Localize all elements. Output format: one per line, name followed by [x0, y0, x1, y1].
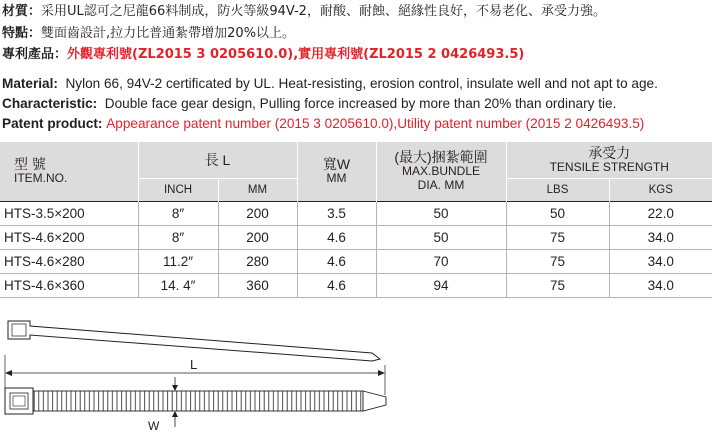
cell-mm: 280 [218, 249, 297, 273]
cell-lbs: 75 [506, 273, 609, 297]
table-row [0, 273, 712, 297]
header-tensile [506, 142, 712, 178]
cable-tie-drawing [0, 315, 400, 435]
header-bundle [376, 142, 506, 201]
en-material-line [2, 75, 658, 92]
header-inch: INCH [138, 178, 218, 201]
en-characteristic-text: Double face gear design, Pulling force increased by more than 20% than ordinary tie. [104, 96, 617, 111]
cell-width: 3.5 [297, 201, 376, 225]
cell-bundle: 50 [376, 201, 506, 225]
width-label: W [148, 419, 160, 433]
cell-lbs: 75 [506, 249, 609, 273]
cell-mm: 200 [218, 225, 297, 249]
en-material-label: Material: [2, 76, 58, 91]
cn-material-line [2, 3, 606, 20]
cell-width: 4.6 [297, 225, 376, 249]
header-bundle-en1: MAX.BUNDLE [401, 164, 481, 179]
cn-feature-label: 特點： [2, 26, 42, 41]
cell-width: 4.6 [297, 249, 376, 273]
header-item-cn: 型 號 [14, 156, 46, 173]
cell-width: 4.6 [297, 273, 376, 297]
header-mm: MM [218, 178, 297, 201]
tie-side-view [8, 321, 380, 361]
header-item-en: ITEM.NO. [14, 171, 68, 186]
cn-feature-text: 雙面齒設計,拉力比普通紮帶增加20%以上。 [41, 26, 296, 41]
cell-inch: 8″ [138, 201, 218, 225]
spec-table [0, 142, 712, 298]
cell-lbs: 50 [506, 201, 609, 225]
table-row [0, 201, 712, 225]
en-patent-text: Appearance patent number (2015 3 0205610.0),Utility patent number (2015 2 0426493.5) [106, 116, 645, 131]
en-patent-line [2, 115, 644, 132]
header-item [0, 142, 138, 201]
cell-bundle: 50 [376, 225, 506, 249]
cell-inch: 11.2″ [138, 249, 218, 273]
en-material-text: Nylon 66, 94V-2 certificated by UL. Heat-resisting, erosion control, insulate well and not apt to age. [65, 76, 658, 91]
length-dimension [5, 355, 385, 395]
header-lbs: LBS [506, 178, 609, 201]
cell-bundle: 94 [376, 273, 506, 297]
cell-item: HTS-4.6×200 [0, 225, 138, 249]
cell-inch: 14. 4″ [138, 273, 218, 297]
header-kgs: KGS [609, 178, 712, 201]
header-width-cn: 寬W [322, 156, 351, 173]
cn-material-text: 采用UL認可之尼龍66料制成，防火等級94V-2，耐酸、耐蝕、絕緣性良好，不易老化、承受力強。 [41, 4, 606, 19]
en-characteristic-line [2, 95, 616, 112]
header-tensile-en: TENSILE STRENGTH [549, 159, 669, 174]
cell-item: HTS-4.6×360 [0, 273, 138, 297]
cn-patent-label: 專利產品： [2, 47, 68, 62]
cell-mm: 200 [218, 201, 297, 225]
cn-patent-line [2, 46, 524, 63]
cell-kgs: 34.0 [609, 225, 712, 249]
table-row [0, 225, 712, 249]
header-tensile-cn: 承受力 [588, 144, 631, 161]
cell-lbs: 75 [506, 225, 609, 249]
table-row [0, 249, 712, 273]
tie-front-view [5, 388, 386, 414]
length-label: L [190, 357, 198, 372]
en-characteristic-label: Characteristic: [2, 96, 98, 111]
header-bundle-en2: DIA. MM [417, 178, 465, 193]
cell-kgs: 34.0 [609, 249, 712, 273]
cell-mm: 360 [218, 273, 297, 297]
cell-item: HTS-4.6×280 [0, 249, 138, 273]
cn-material-label: 材質： [2, 4, 42, 19]
cell-kgs: 34.0 [609, 273, 712, 297]
en-patent-label: Patent product: [2, 116, 103, 131]
cn-feature-line [2, 25, 295, 42]
header-bundle-cn: (最大)捆紮範圍 [394, 149, 488, 166]
cell-bundle: 70 [376, 249, 506, 273]
cell-kgs: 22.0 [609, 201, 712, 225]
cn-patent-text: 外觀專利號(ZL2015 3 0205610.0),實用專利號(ZL2015 2 0426493.5) [67, 47, 525, 62]
header-width [297, 142, 376, 201]
header-width-en: MM [326, 171, 347, 186]
cell-item: HTS-3.5×200 [0, 201, 138, 225]
cell-inch: 8″ [138, 225, 218, 249]
header-length: 長 L [138, 142, 297, 178]
